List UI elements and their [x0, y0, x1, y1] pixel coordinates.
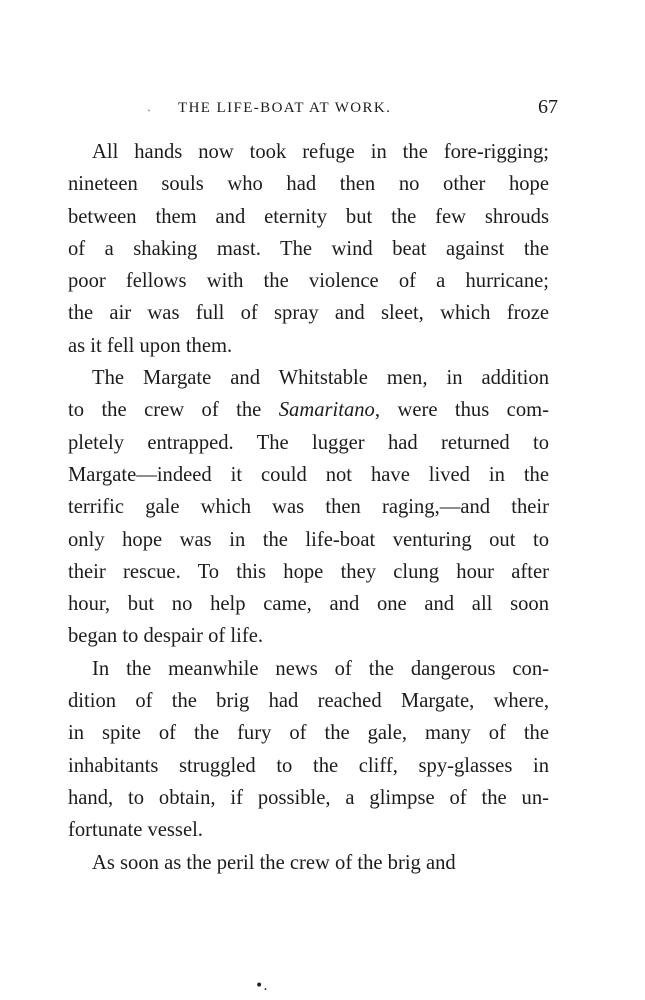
header-tick-mark: ˏ [147, 98, 151, 112]
paragraph [68, 136, 549, 362]
text-line: between them and eternity but the few shrouds [68, 205, 549, 228]
text-line: hand, to obtain, if possible, a glimpse of the un- [68, 786, 549, 809]
text-line: In the meanwhile news of the dangerous con- [92, 657, 549, 680]
text-line: hour, but no help came, and one and all soon [68, 593, 549, 616]
text-line: only hope was in the life-boat venturing out to [68, 528, 549, 551]
paragraph [68, 847, 549, 879]
text-line: Margate—indeed it could not have lived in the [68, 463, 549, 486]
text-line: inhabitants struggled to the cliff, spy-glasses in [68, 754, 549, 777]
text-line: to the crew of the Samaritano, were thus com- [68, 399, 549, 422]
body-text [68, 136, 549, 879]
text-line: All hands now took refuge in the fore-rigging; [92, 141, 549, 163]
text-line: of a shaking mast. The wind beat against the [68, 237, 549, 260]
text-line: as it fell upon them. [68, 334, 233, 357]
text-line: terrific gale which was then raging,—and their [68, 496, 549, 519]
text-line: pletely entrapped. The lugger had returned to [68, 431, 549, 454]
paragraph [68, 362, 549, 653]
running-header [68, 98, 558, 122]
text-line: fortunate vessel. [68, 819, 203, 842]
text-line: The Margate and Whitstable men, in addition [92, 367, 549, 390]
paragraph [68, 653, 549, 847]
text-line: the air was full of spray and sleet, which froze [68, 302, 549, 325]
text-line: nineteen souls who had then no other hope [68, 173, 549, 196]
text-line: dition of the brig had reached Margate, where, [68, 690, 549, 713]
text-line: began to despair of life. [68, 625, 263, 648]
text-line: their rescue. To this hope they clung hour after [68, 560, 549, 583]
running-title: THE LIFE-BOAT AT WORK. [178, 100, 392, 116]
text-line: As soon as the peril the crew of the brig and [92, 851, 456, 874]
text-line: in spite of the fury of the gale, many of the [68, 722, 549, 745]
footer-ink-mark: •. [255, 978, 268, 994]
text-line: poor fellows with the violence of a hurricane; [68, 270, 549, 293]
page-number: 67 [538, 96, 558, 118]
